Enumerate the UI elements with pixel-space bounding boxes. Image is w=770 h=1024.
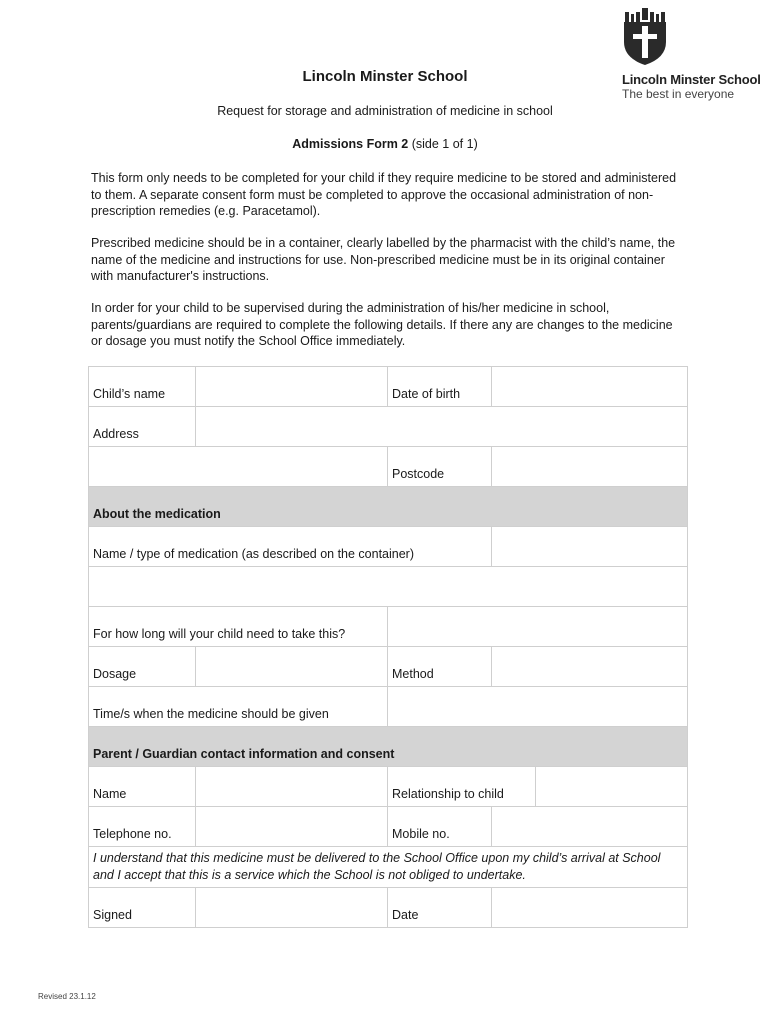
address-label: Address [89,407,195,446]
method-label: Method [387,647,491,686]
dosage-field[interactable] [195,647,387,686]
duration-field[interactable] [387,607,687,646]
declaration-line-2: and I accept that this is a service which the School is not obliged to undertake. [93,867,526,882]
childs-name-label: Child’s name [89,367,195,406]
form-row-medication-header [89,486,687,526]
mobile-field[interactable] [491,807,687,846]
form-row-parent-name [89,766,687,806]
form-identifier [0,137,770,151]
form-row-medication-name [89,526,687,566]
declaration-line-1: I understand that this medicine must be delivered to the School Office upon my child’s arrival at School [93,851,661,865]
mobile-label: Mobile no. [387,807,491,846]
medication-name-label: Name / type of medication (as described on the container) [89,527,491,566]
intro-paragraph-2: Prescribed medicine should be in a container, clearly labelled by the pharmacist with the child’s name, the name of the medicine and instructions for use. Non-prescribed medicine must be in its original container with manufacturer's instructions. [91,236,676,283]
relationship-label: Relationship to child [387,767,535,806]
form-row-postcode [89,446,687,486]
form-row-duration [89,606,687,646]
address-field-line2[interactable] [89,447,387,486]
page-subtitle: Request for storage and administration of medicine in school [217,104,553,118]
method-field[interactable] [491,647,687,686]
medication-name-field[interactable] [491,527,687,566]
telephone-label: Telephone no. [89,807,195,846]
form-row-times [89,686,687,726]
address-field[interactable] [195,407,687,446]
date-label: Date [387,888,491,927]
form-row-parent-header [89,726,687,766]
form-row-child [89,366,687,406]
parent-name-label: Name [89,767,195,806]
form-row-signature [89,887,687,928]
logo-school-name: Lincoln Minster School [622,72,761,87]
form-side: (side 1 of 1) [411,137,478,151]
minster-crest-icon [622,8,668,66]
consent-declaration [93,850,660,883]
intro-paragraph-3: In order for your child to be supervised during the administration of his/her medicine in school, parents/guardians are required to complete the following details. If there any are changes to the medicine or dosage you must notify the School Office immediately. [91,301,673,348]
duration-label: For how long will your child need to take this? [89,607,387,646]
parent-contact-heading: Parent / Guardian contact information and consent [89,727,687,766]
postcode-label: Postcode [387,447,491,486]
childs-name-field[interactable] [195,367,387,406]
form-row-address [89,406,687,446]
date-of-birth-field[interactable] [491,367,687,406]
revision-note: Revised 23.1.12 [38,992,96,1001]
signature-field[interactable] [195,888,387,927]
dosage-label: Dosage [89,647,195,686]
medicine-form-table [88,366,688,928]
intro-paragraph-1: This form only needs to be completed for your child if they require medicine to be stored and administered to them. A separate consent form must be completed to approve the occasional administration of non-prescription remedies (e.g. Paracetamol). [91,171,677,218]
about-medication-heading: About the medication [89,487,687,526]
relationship-field[interactable] [535,767,687,806]
postcode-field[interactable] [491,447,687,486]
form-row-declaration [89,846,687,887]
medication-name-field-line2[interactable] [89,567,687,606]
form-row-phone [89,806,687,846]
date-field[interactable] [491,888,687,927]
date-of-birth-label: Date of birth [387,367,491,406]
signed-label: Signed [89,888,195,927]
form-row-medication-name-continued [89,566,687,606]
telephone-field[interactable] [195,807,387,846]
parent-name-field[interactable] [195,767,387,806]
page-title: Lincoln Minster School [302,68,468,85]
times-field[interactable] [387,687,687,726]
form-name: Admissions Form 2 [292,137,409,151]
form-row-dosage [89,646,687,686]
times-label: Time/s when the medicine should be given [89,687,387,726]
logo-tagline: The best in everyone [622,87,735,101]
